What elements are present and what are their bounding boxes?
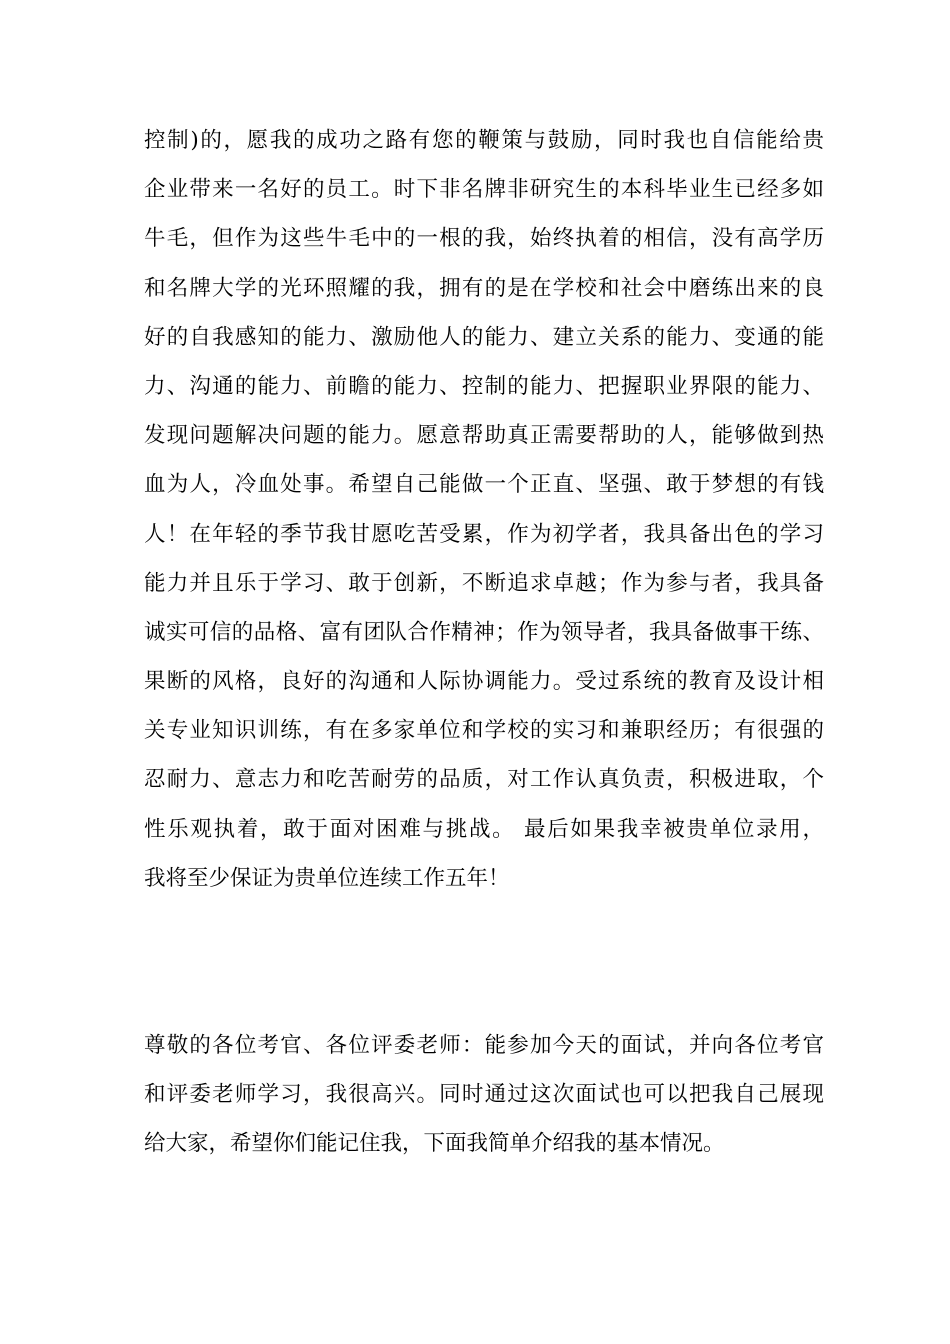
text-line: 牛毛，但作为这些牛毛中的一根的我，始终执着的相信，没有高学历 [144, 226, 824, 252]
text-line: 忍耐力、意志力和吃苦耐劳的品质，对工作认真负责，积极进取，个 [144, 767, 824, 793]
text-line: 人！在年轻的季节我甘愿吃苦受累，作为初学者，我具备出色的学习 [144, 521, 824, 547]
paragraph-interview-greeting [144, 1021, 824, 1169]
text-line: 发现问题解决问题的能力。愿意帮助真正需要帮助的人，能够做到热 [144, 423, 824, 449]
text-line: 性乐观执着，敢于面对困难与挑战。 最后如果我幸被贵单位录用， [144, 816, 824, 842]
text-line: 我将至少保证为贵单位连续工作五年！ [144, 865, 510, 891]
text-line: 控制)的，愿我的成功之路有您的鞭策与鼓励，同时我也自信能给贵 [144, 128, 824, 153]
text-line: 给大家，希望你们能记住我，下面我简单介绍我的基本情况。 [144, 1131, 725, 1157]
text-line: 好的自我感知的能力、激励他人的能力、建立关系的能力、变通的能 [144, 324, 824, 350]
text-line: 能力并且乐于学习、敢于创新，不断追求卓越；作为参与者，我具备 [144, 570, 824, 596]
text-line: 血为人，冷血处事。希望自己能做一个正直、坚强、敢于梦想的有钱 [144, 472, 824, 498]
text-line: 诚实可信的品格、富有团队合作精神；作为领导者，我具备做事干练、 [144, 619, 824, 645]
text-line: 尊敬的各位考官、各位评委老师：能参加今天的面试，并向各位考官 [144, 1033, 824, 1058]
text-line: 企业带来一名好的员工。时下非名牌非研究生的本科毕业生已经多如 [144, 177, 824, 203]
text-line: 果断的风格，良好的沟通和人际协调能力。受过系统的教育及设计相 [144, 669, 824, 695]
text-line: 和名牌大学的光环照耀的我，拥有的是在学校和社会中磨练出来的良 [144, 275, 824, 301]
text-line: 和评委老师学习，我很高兴。同时通过这次面试也可以把我自己展现 [144, 1082, 824, 1108]
text-line: 力、沟通的能力、前瞻的能力、控制的能力、把握职业界限的能力、 [144, 373, 824, 399]
paragraph-self-introduction-closing [144, 116, 824, 903]
text-line: 关专业知识训练，有在多家单位和学校的实习和兼职经历；有很强的 [144, 718, 824, 744]
